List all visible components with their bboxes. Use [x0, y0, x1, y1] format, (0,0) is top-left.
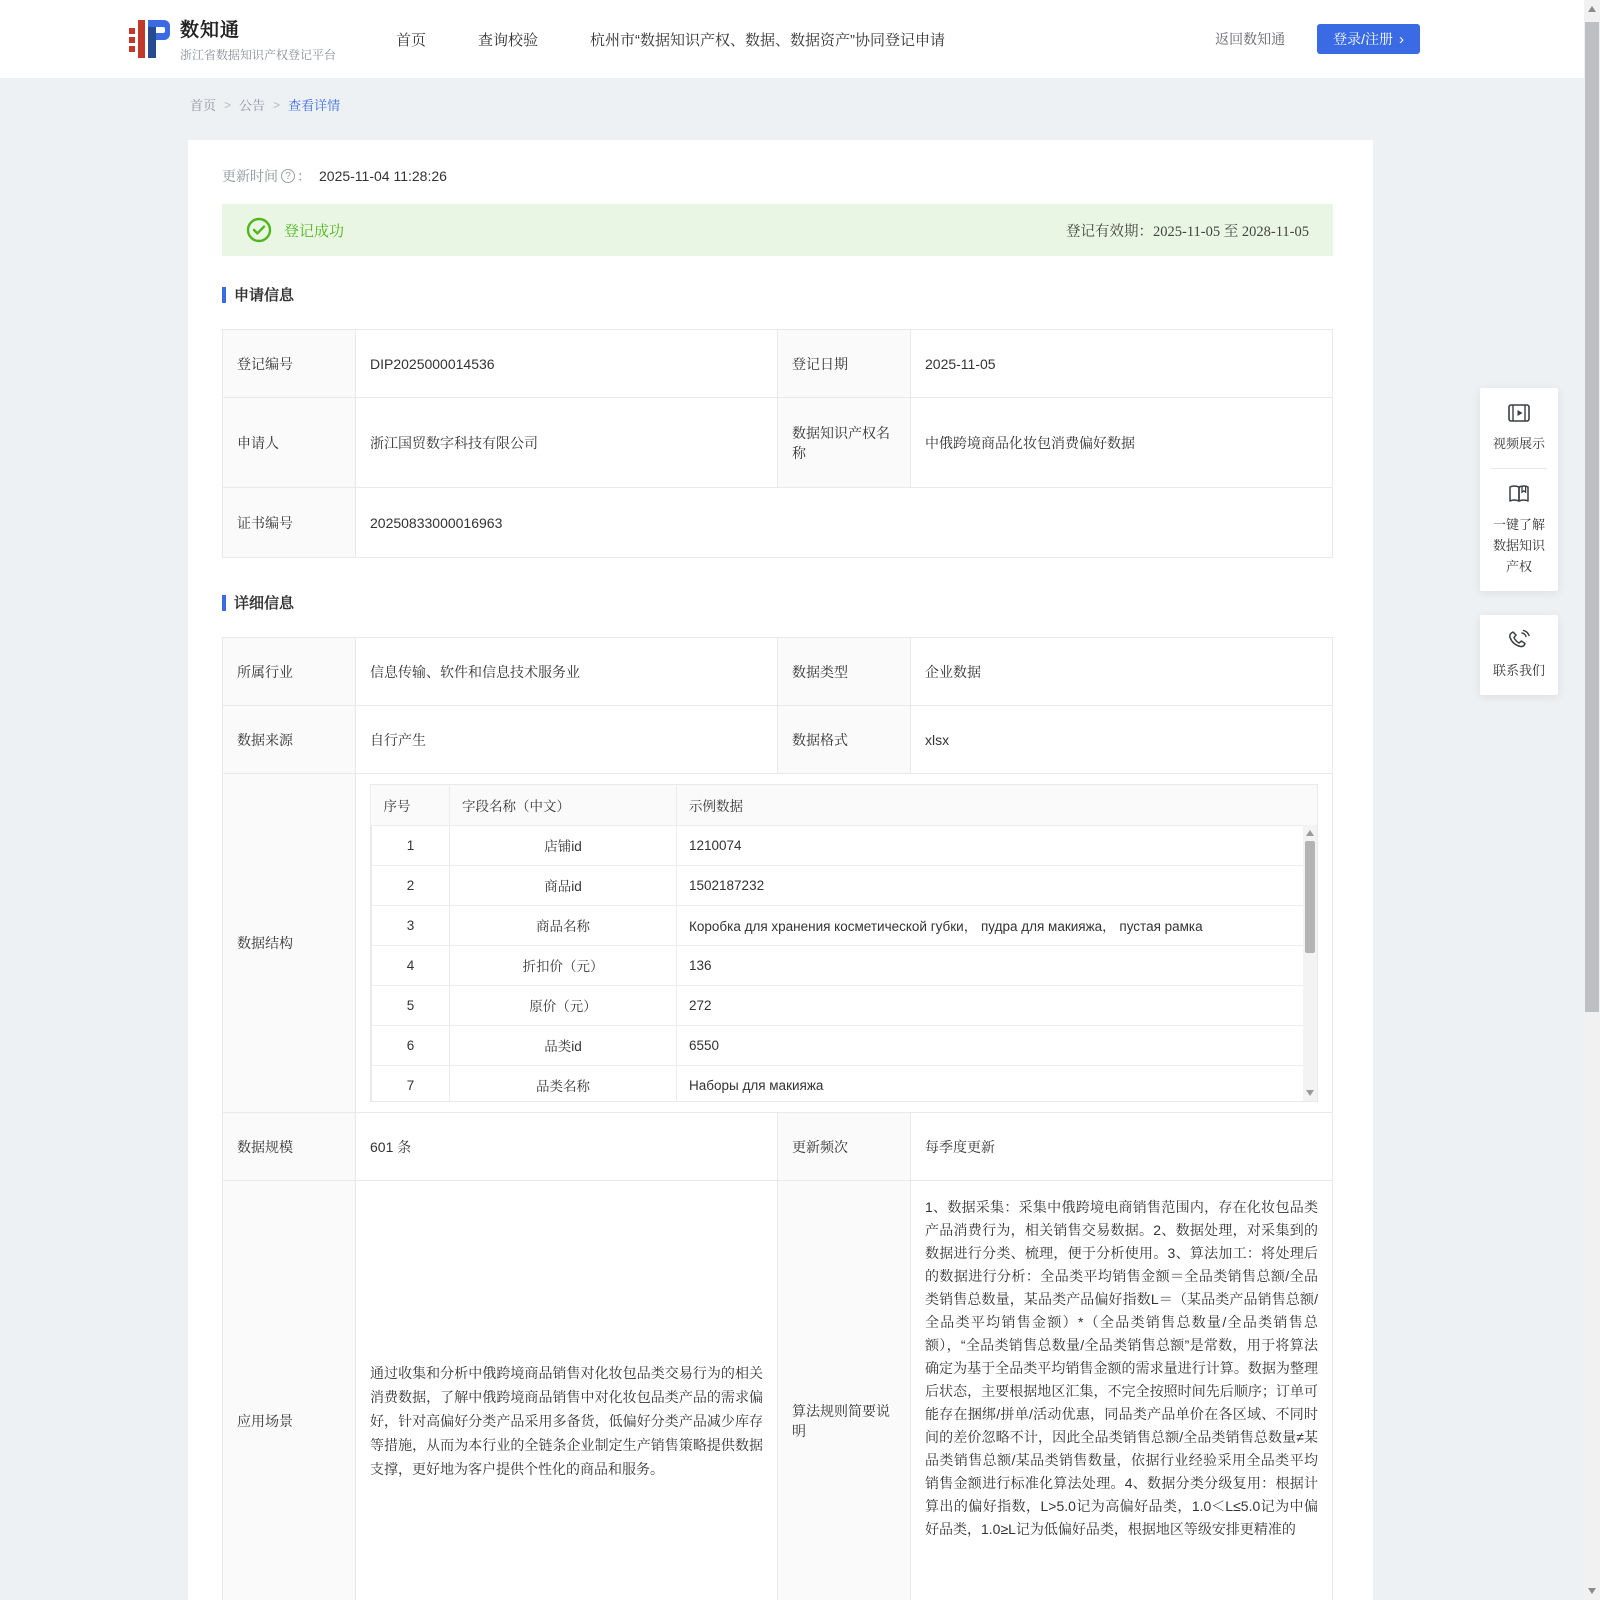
field-name: 品类id: [450, 1025, 677, 1065]
breadcrumb-announcement[interactable]: 公告: [239, 98, 266, 113]
contact-us-item[interactable]: [1487, 629, 1551, 681]
row-index: 4: [372, 945, 450, 985]
table-row: [223, 1181, 1333, 1600]
field-name: 折扣价（元）: [450, 945, 677, 985]
table-row: [372, 945, 1318, 985]
column-header-field-name: 字段名称（中文）: [450, 785, 677, 825]
update-time-row: [222, 166, 1333, 186]
data-scale-label: 数据规模: [223, 1113, 356, 1181]
update-time-label: 更新时间: [222, 168, 278, 184]
scroll-down-icon[interactable]: [1588, 1588, 1596, 1594]
breadcrumb-home[interactable]: 首页: [190, 98, 217, 113]
section-bar-icon: [222, 287, 226, 303]
industry-value: 信息传输、软件和信息技术服务业: [356, 638, 778, 706]
help-icon[interactable]: ?: [281, 169, 295, 183]
learn-data-ip-label: 一键了解数据知识产权: [1492, 517, 1545, 574]
main-nav: [396, 29, 945, 50]
column-header-index: 序号: [372, 785, 450, 825]
table-row: [223, 774, 1333, 1113]
scrollbar-thumb[interactable]: [1305, 841, 1315, 953]
video-icon: [1507, 402, 1531, 424]
table-header-row: [372, 785, 1318, 825]
scroll-up-icon[interactable]: [1588, 6, 1596, 12]
table-row: [223, 488, 1333, 558]
chevron-right-icon: ›: [1399, 30, 1404, 48]
column-header-sample-data: 示例数据: [677, 785, 1318, 825]
table-row: [223, 706, 1333, 774]
data-structure-table: [371, 785, 1317, 1102]
data-source-value: 自行产生: [356, 706, 778, 774]
registration-number-value: DIP2025000014536: [356, 330, 778, 398]
scroll-up-icon[interactable]: [1306, 830, 1314, 836]
video-demo-label: 视频展示: [1492, 436, 1545, 451]
applicant-value: 浙江国贸数字科技有限公司: [356, 398, 778, 488]
book-icon: [1507, 483, 1531, 505]
data-structure-cell: [356, 774, 1333, 1113]
login-register-label: 登录/注册: [1333, 31, 1393, 47]
data-ip-name-label: 数据知识产权名称: [778, 398, 911, 488]
certificate-number-value: 20250833000016963: [356, 488, 1333, 558]
row-index: 1: [372, 825, 450, 865]
scrollbar-thumb[interactable]: [1585, 22, 1599, 1012]
data-scale-value: 601 条: [356, 1113, 778, 1181]
row-index: 6: [372, 1025, 450, 1065]
field-name: 原价（元）: [450, 985, 677, 1025]
registration-date-label: 登记日期: [778, 330, 911, 398]
row-index: 3: [372, 905, 450, 945]
top-bar: [0, 0, 1600, 78]
registration-validity-text: 登记有效期：2025-11-05 至 2028-11-05: [1066, 223, 1309, 240]
data-format-value: xlsx: [911, 706, 1333, 774]
certificate-number-label: 证书编号: [223, 488, 356, 558]
update-time-colon: ：: [297, 168, 311, 184]
application-scenario-label: 应用场景: [223, 1181, 356, 1600]
table-row: [372, 1065, 1318, 1102]
inner-scrollbar[interactable]: [1303, 825, 1317, 1101]
data-format-label: 数据格式: [778, 706, 911, 774]
check-circle-icon: [246, 217, 272, 243]
update-time-value: 2025-11-04 11:28:26: [319, 168, 447, 184]
applicant-label: 申请人: [223, 398, 356, 488]
field-name: 商品名称: [450, 905, 677, 945]
table-row: [372, 985, 1318, 1025]
detail-card: [188, 140, 1373, 1600]
sample-data: 6550: [677, 1025, 1318, 1065]
breadcrumb-separator: >: [224, 97, 232, 112]
sample-data: 136: [677, 945, 1318, 985]
application-info-table: [222, 329, 1333, 558]
registration-status-text: 登记成功: [284, 222, 345, 240]
section-bar-icon: [222, 595, 226, 611]
row-index: 5: [372, 985, 450, 1025]
data-ip-name-value: 中俄跨境商品化妆包消费偏好数据: [911, 398, 1333, 488]
table-row: [372, 1025, 1318, 1065]
sample-data: 1210074: [677, 825, 1318, 865]
table-row: [223, 1113, 1333, 1181]
field-name: 商品id: [450, 865, 677, 905]
update-frequency-value: 每季度更新: [911, 1113, 1333, 1181]
breadcrumb-current: 查看详情: [288, 98, 341, 113]
algorithm-rules-cell: [911, 1181, 1333, 1600]
logo-title: 数知通: [180, 20, 241, 41]
registration-date-value: 2025-11-05: [911, 330, 1333, 398]
data-structure-scroll-area[interactable]: [370, 784, 1318, 1102]
table-row: [372, 905, 1318, 945]
float-card-top: [1480, 388, 1558, 591]
video-demo-item[interactable]: [1487, 402, 1551, 454]
sample-data: Коробка для хранения косметической губки， пудра для макияжа， пустая рамка: [677, 905, 1318, 945]
learn-data-ip-item[interactable]: [1487, 483, 1551, 577]
table-row: [372, 865, 1318, 905]
sample-data: 1502187232: [677, 865, 1318, 905]
algorithm-rules-scroll-area[interactable]: [925, 1196, 1318, 1600]
table-row: [223, 638, 1333, 706]
scroll-down-icon[interactable]: [1306, 1090, 1314, 1096]
table-row: [223, 398, 1333, 488]
field-name: 品类名称: [450, 1065, 677, 1102]
sample-data: Наборы для макияжа: [677, 1065, 1318, 1102]
registration-success-banner: [222, 204, 1333, 256]
floating-side-panel: [1480, 388, 1558, 695]
field-name: 店铺id: [450, 825, 677, 865]
logo[interactable]: [128, 15, 370, 63]
nav-item-hangzhou-registration[interactable]: 杭州市“数据知识产权、数据、数据资产”协同登记申请: [590, 31, 946, 49]
section-detail-title: 详细信息: [234, 595, 295, 612]
section-detail-info: [222, 592, 1333, 613]
row-index: 7: [372, 1065, 450, 1102]
login-register-button[interactable]: [1317, 24, 1420, 54]
algorithm-rules-text: 1、数据采集：采集中俄跨境电商销售范围内，存在化妆包品类产品消费行为，相关销售交易数据。2、数据处理，对采集到的数据进行分类、梳理，便于分析使用。3、算法加工：将处理后的数据进行分析：全品类平均销售金额＝全品类销售总额/全品类销售总数量，某品类产品偏好指数L＝（某品类产品销售总额/全品类平均销售金额）*（全品类销售总数量/全品类销售总额），“全品类销售总数量/全品类销售总额”是常数，用于将算法确定为基于全品类平均销售金额的需求量进行计算。数据为整理后状态，主要根据地区汇集，不完全按照时间先后顺序；订单可能存在捆绑/拼单/活动优惠，同品类产品单价在各区域、不同时间的差价忽略不计，因此全品类销售总额/全品类销售总数量≠某品类销售总额/某品类销售数量，依据行业经验采用全品类平均销售金额进行标准化算法处理。4、数据分类分级复用：根据计算出的偏好指数，L>5.0记为高偏好品类，1.0＜L≤5.0记为中偏好品类，1.0≥L记为低偏好品类，根据地区等级安排更精准的: [925, 1198, 1318, 1537]
data-source-label: 数据来源: [223, 706, 356, 774]
algorithm-rules-label: 算法规则简要说明: [778, 1181, 911, 1600]
application-scenario-cell: [356, 1181, 778, 1600]
industry-label: 所属行业: [223, 638, 356, 706]
back-to-shuzhitong-link[interactable]: 返回数知通: [1215, 31, 1286, 47]
logo-subtitle: 浙江省数据知识产权登记平台: [180, 48, 337, 62]
update-frequency-label: 更新频次: [778, 1113, 911, 1181]
section-application-info: [222, 284, 1333, 305]
nav-item-query-verify[interactable]: 查询校验: [478, 31, 539, 49]
table-row: [223, 330, 1333, 398]
table-row: [372, 825, 1318, 865]
page-scrollbar[interactable]: [1584, 0, 1600, 1600]
data-type-label: 数据类型: [778, 638, 911, 706]
phone-icon: [1507, 629, 1531, 651]
divider: [1491, 468, 1547, 469]
contact-us-label: 联系我们: [1492, 663, 1545, 678]
application-scenario-text: 通过收集和分析中俄跨境商品销售对化妆包品类交易行为的相关消费数据，了解中俄跨境商品销售中对化妆包品类产品的需求偏好，针对高偏好分类产品采用多备货，低偏好分类产品减少库存等措施，从而为本行业的全链条企业制定生产销售策略提供数据支撑，更好地为客户提供个性化的商品和服务。: [370, 1364, 763, 1477]
float-card-contact: [1480, 615, 1558, 695]
detail-info-table: [222, 637, 1333, 1600]
section-application-title: 申请信息: [234, 287, 295, 304]
logo-icon: [128, 16, 170, 62]
data-type-value: 企业数据: [911, 638, 1333, 706]
registration-number-label: 登记编号: [223, 330, 356, 398]
row-index: 2: [372, 865, 450, 905]
sample-data: 272: [677, 985, 1318, 1025]
nav-item-home[interactable]: 首页: [396, 31, 427, 49]
breadcrumb-separator: >: [273, 97, 281, 112]
data-structure-label: 数据结构: [223, 774, 356, 1113]
breadcrumb: [190, 95, 1600, 114]
